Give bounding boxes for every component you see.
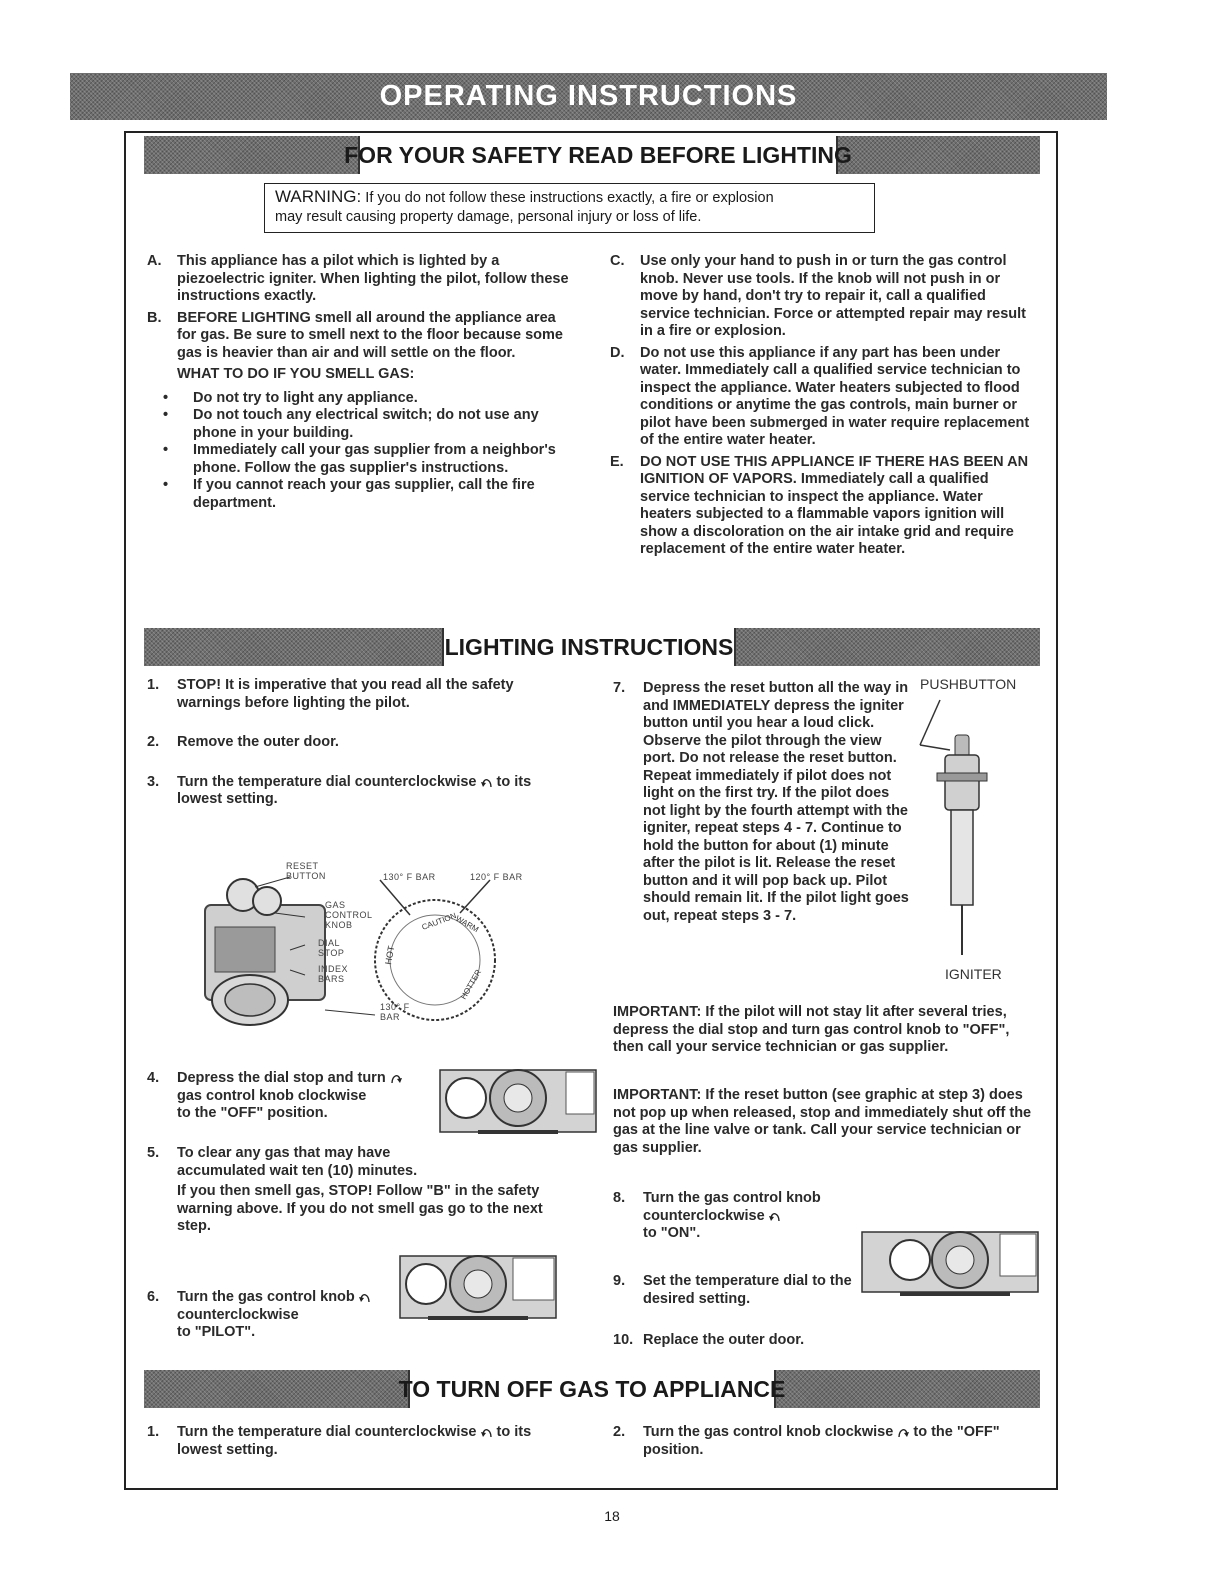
safety-item-b	[147, 310, 572, 363]
turnoff-step-2	[613, 1424, 1043, 1459]
step-2	[147, 734, 577, 752]
page-number: 18	[604, 1508, 620, 1524]
list-item: • Do not touch any electrical switch; do not use any phone in your building.	[147, 407, 572, 442]
step-label: 3.	[147, 773, 160, 790]
step-text: gas control knob clockwise	[177, 1087, 367, 1104]
step-text: Replace the outer door.	[643, 1332, 805, 1348]
step-label: 5.	[147, 1145, 160, 1161]
step-label: 8.	[613, 1190, 626, 1206]
step-label: 2.	[147, 734, 160, 750]
counterclockwise-arrow-icon	[481, 775, 493, 789]
safety-item-a	[147, 253, 572, 306]
step-text: to the "OFF" position.	[177, 1105, 328, 1121]
clockwise-arrow-icon	[897, 1425, 909, 1439]
pushbutton-igniter-diagram	[915, 695, 1005, 975]
item-label: A.	[147, 253, 162, 269]
step-label: 1.	[147, 677, 160, 693]
step-6-body	[147, 1289, 407, 1342]
turnoff-step-2-body	[613, 1424, 1043, 1459]
smell-gas-heading: WHAT TO DO IF YOU SMELL GAS:	[177, 366, 415, 382]
counterclockwise-arrow-icon	[481, 1425, 493, 1439]
step-label: 10.	[613, 1332, 634, 1348]
step-5-body	[147, 1145, 562, 1236]
dial-hotter-label: HOTTER	[458, 968, 484, 1001]
step-text: Depress the reset button all the way in and IMMEDIATELY depress the igniter button until you hear a loud click. Observe the pilot through the view port. Do not release the reset button. Repeat immediately if pilot does not light on the first try. If the pilot does not light by the fourth attempt with the igniter, repeat steps 4 - 7. Continue to hold the button for about (1) minute after the pilot is lit. Release the reset button and it will pop back up. Pilot should remain lit. If the pilot light goes out, repeat steps 3 - 7.	[643, 680, 909, 924]
lighting-section-bar	[144, 628, 1040, 666]
step-8-body	[613, 1190, 853, 1243]
safety-item-e	[610, 454, 1038, 559]
warning-box	[264, 183, 875, 233]
safety-section-bar	[144, 136, 1040, 174]
step-text: Turn the gas control knob	[177, 1289, 355, 1305]
warning-text-2: may result causing property damage, personal injury or loss of life.	[275, 209, 702, 225]
step-label: 7.	[613, 680, 626, 696]
dial-warm-label: WARM	[454, 913, 481, 935]
step-text: Turn the gas control knob	[643, 1190, 821, 1206]
step-4	[147, 1070, 437, 1123]
item-text: This appliance has a pilot which is lighted by a piezoelectric igniter. When lighting the pilot, follow these instructions exactly.	[177, 253, 569, 304]
turnoff-section-bar	[144, 1370, 1040, 1408]
reset-button-label: RESET BUTTON	[286, 861, 326, 881]
step-text: STOP! It is imperative that you read all the safety warnings before lighting the pilot.	[177, 677, 514, 711]
step-10-body	[613, 1332, 913, 1350]
step-9	[613, 1273, 853, 1308]
turnoff-step-1-body	[147, 1424, 577, 1459]
step-label: 2.	[613, 1424, 626, 1440]
banner-title: OPERATING INSTRUCTIONS	[379, 80, 798, 112]
lighting-heading: LIGHTING INSTRUCTIONS	[442, 628, 736, 666]
step-text: To clear any gas that may have accumulated wait ten (10) minutes.	[177, 1145, 418, 1179]
step-text: Turn the temperature dial counterclockwise	[177, 773, 477, 790]
item-text: Use only your hand to push in or turn the gas control knob. Never use tools. If the knob will not push in or move by hand, don't try to repair it, call a qualified service technician. Force or attempted repair may result in a fire or explosion.	[640, 253, 1027, 339]
step-text: If you then smell gas, STOP! Follow "B" in the safety warning above. If you do not smell gas go to the next step.	[177, 1183, 543, 1234]
turnoff-heading: TO TURN OFF GAS TO APPLIANCE	[408, 1370, 776, 1408]
warning-text-1: If you do not follow these instructions exactly, a fire or explosion	[365, 190, 774, 206]
step-label: 9.	[613, 1273, 626, 1289]
dial-caution-label: CAUTION	[420, 911, 458, 932]
important-note-1: IMPORTANT: If the pilot will not stay lit after several tries, depress the dial stop and turn gas control knob to "OFF", then call your service technician or gas supplier.	[613, 1004, 1010, 1055]
item-label: C.	[610, 253, 625, 269]
gas-control-knob-label: GAS CONTROL KNOB	[325, 900, 373, 930]
dial-hot-label: HOT	[383, 944, 397, 966]
step-text: to the "OFF" position.	[643, 1424, 1000, 1458]
igniter-label: IGNITER	[945, 966, 1002, 982]
step-label: 6.	[147, 1289, 160, 1305]
list-item: • Immediately call your gas supplier from a neighbor's phone. Follow the gas supplier's instructions.	[147, 442, 572, 477]
step-text: counterclockwise	[643, 1207, 765, 1224]
safety-heading: FOR YOUR SAFETY READ BEFORE LIGHTING	[358, 136, 838, 174]
step-text: to "ON".	[643, 1225, 701, 1241]
item-text: Do not use this appliance if any part has been under water. Immediately call a qualified service technician to inspect the appliance. Water heaters subjected to flood conditions or anytime the gas controls, main burner or pilot have been submerged in water require replacement of the entire water heater.	[640, 344, 1030, 448]
list-item: • If you cannot reach your gas supplier, call the fire department.	[147, 477, 572, 512]
step-text: Turn the temperature dial counterclockwise	[177, 1424, 477, 1440]
step-text: Turn the gas control knob clockwise	[643, 1424, 894, 1440]
bar-130-bottom-label: 130° F BAR	[380, 1002, 410, 1022]
step-text: Set the temperature dial to the desired setting.	[643, 1273, 852, 1307]
bar-130-top-label: 130° F BAR	[383, 872, 436, 882]
smell-gas-list	[147, 390, 572, 513]
step-text: to its lowest setting.	[177, 773, 532, 807]
dial-stop-label: DIAL STOP	[318, 938, 345, 958]
knob-pilot-diagram	[398, 1252, 558, 1324]
step-text: to its lowest setting.	[177, 1424, 532, 1458]
step-5	[147, 1145, 562, 1236]
turnoff-step-1	[147, 1424, 577, 1459]
safety-item-d	[610, 345, 1038, 450]
item-label: E.	[610, 453, 624, 470]
safety-right-column	[610, 253, 1038, 559]
step-7-body	[613, 680, 913, 925]
step-text: counterclockwise	[177, 1306, 299, 1323]
safety-left-column	[147, 253, 572, 512]
step-label: 4.	[147, 1070, 160, 1086]
step-10	[613, 1332, 913, 1350]
step-4-body	[147, 1070, 437, 1123]
safety-item-c	[610, 253, 1038, 341]
index-bars-label: INDEX BARS	[318, 964, 349, 984]
important-note-2: IMPORTANT: If the reset button (see graphic at step 3) does not pop up when released, stop and immediately shut off the gas at the line valve or tank. Call your service technician or gas supplier.	[613, 1087, 1032, 1156]
counterclockwise-arrow-icon	[359, 1290, 371, 1304]
step-7	[613, 680, 913, 925]
list-item: • Do not try to light any appliance.	[147, 390, 572, 408]
knob-on-diagram	[860, 1228, 1040, 1300]
step-9-body	[613, 1273, 853, 1308]
step-6	[147, 1289, 407, 1342]
counterclockwise-arrow-icon	[769, 1209, 781, 1223]
step-text: to "PILOT".	[177, 1324, 256, 1340]
step-1	[147, 677, 577, 712]
step-8	[613, 1190, 853, 1243]
item-text: BEFORE LIGHTING smell all around the appliance area for gas. Be sure to smell next to the floor because some gas is heavier than air and will settle on the floor.	[177, 309, 563, 361]
bar-120-label: 120° F BAR	[470, 872, 523, 882]
page-banner	[70, 73, 1107, 120]
item-label: D.	[610, 344, 625, 361]
clockwise-arrow-icon	[390, 1071, 402, 1085]
step-3	[147, 774, 577, 809]
step-text: Remove the outer door.	[177, 734, 339, 750]
lighting-steps-1-3	[147, 677, 577, 809]
item-text: DO NOT USE THIS APPLIANCE IF THERE HAS BEEN AN IGNITION OF VAPORS. Immediately call a qualified service technician to inspect the appliance. Water heaters subjected to a flammable vapors ignition will show a discoloration on the air intake grid and require replacement of the entire water heater.	[640, 453, 1029, 557]
pushbutton-label: PUSHBUTTON	[920, 676, 1017, 692]
item-label: B.	[147, 309, 162, 326]
warning-label: WARNING:	[275, 187, 362, 206]
step-label: 1.	[147, 1424, 160, 1440]
step-text: Depress the dial stop and turn	[177, 1070, 386, 1086]
knob-off-diagram	[438, 1066, 598, 1138]
